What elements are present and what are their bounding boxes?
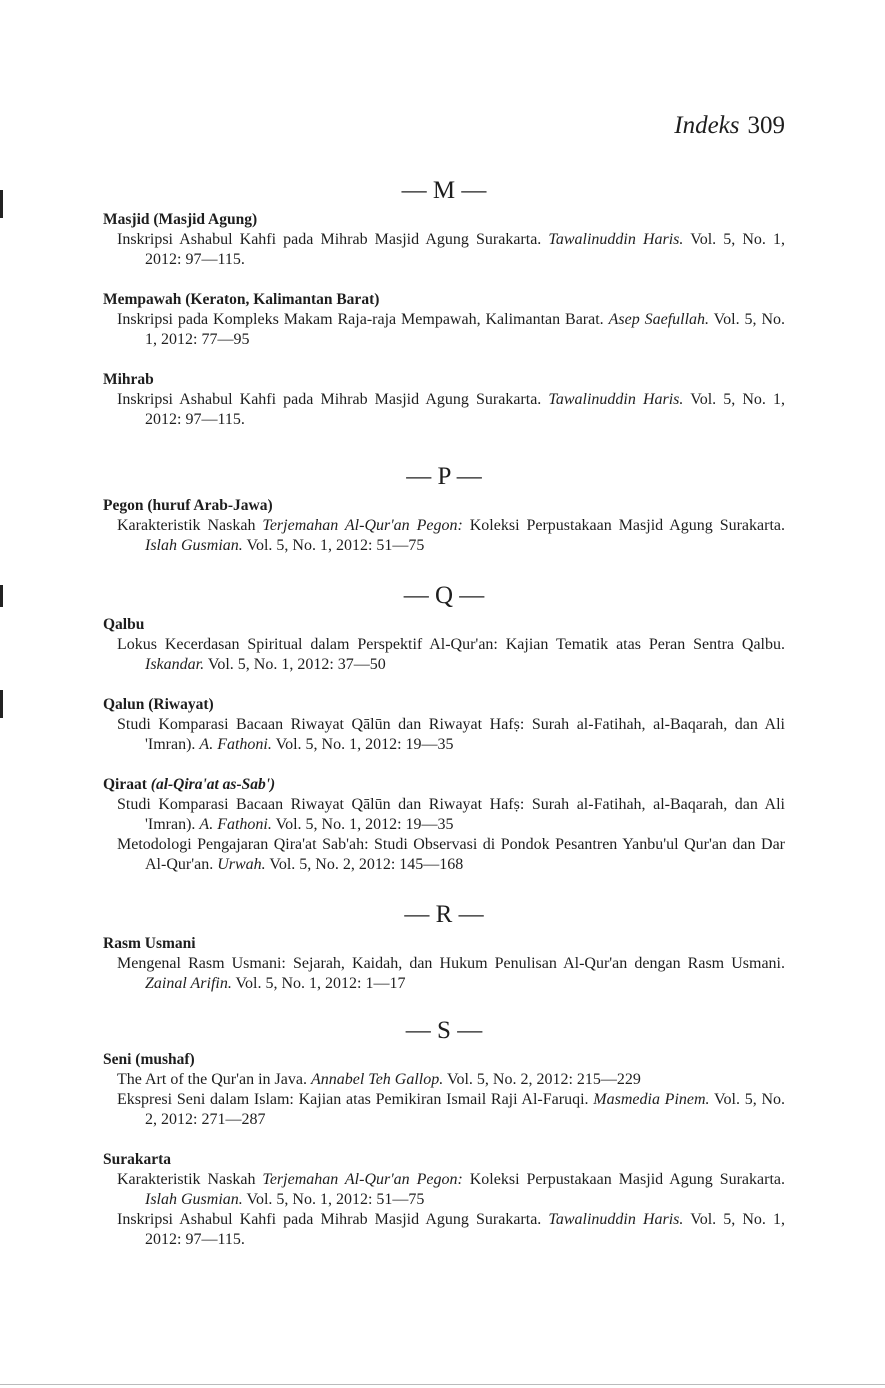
index-reference: [117, 1070, 785, 1090]
ref-author: Urwah.: [217, 856, 266, 873]
ref-title: Inskripsi Ashabul Kahfi pada Mihrab Masjid Agung Surakarta.: [117, 391, 549, 408]
ref-citation: Vol. 5, No. 1, 2012: 37—50: [204, 656, 386, 673]
ref-author: Annabel Teh Gallop.: [310, 1071, 444, 1088]
ref-citation: Vol. 5, No. 1, 2012: 51—75: [242, 1191, 425, 1208]
section-letter: — P —: [406, 463, 482, 490]
ref-citation: Vol. 5, No. 2, 2012: 271—287: [145, 1091, 786, 1128]
ref-italic-title: Terjemahan Al-Qur'an Pegon:: [262, 1171, 463, 1188]
ref-citation: Vol. 5, No. 1, 2012: 1—17: [231, 975, 406, 992]
ref-citation: Vol. 5, No. 1, 2012: 51—75: [242, 537, 425, 554]
ref-citation: Vol. 5, No. 1, 2012: 97—115.: [145, 1211, 786, 1248]
ref-title: Metodologi Pengajaran Qira'at Sab'ah: Studi Observasi di Pondok Pesantren Yanbu'ul Qur'an dan Dar Al-Qur'an.: [117, 836, 785, 873]
section-s: [103, 1016, 785, 1270]
ref-title: Studi Komparasi Bacaan Riwayat Qālūn dan Riwayat Hafṣ: Surah al-Fatihah, al-Baqarah, dan Ali 'Imran).: [117, 796, 785, 833]
index-entry: [103, 934, 785, 994]
page-number: 309: [747, 112, 785, 139]
ref-author: Tawalinuddin Haris.: [548, 231, 684, 248]
index-reference: [117, 835, 785, 875]
term-italic: (al-Qira'at as-Sab'): [150, 776, 276, 793]
index-entry: [103, 210, 785, 270]
index-term: Rasm Usmani: [103, 935, 196, 952]
ref-title-rest: Koleksi Perpustakaan Masjid Agung Surakarta.: [462, 1171, 785, 1188]
index-reference: [117, 230, 786, 270]
index-term: Qalbu: [103, 616, 145, 633]
term-main: Qiraat: [103, 776, 151, 793]
scan-edge-mark: [0, 585, 3, 607]
ref-citation: Vol. 5, No. 2, 2012: 145—168: [265, 856, 464, 873]
section-q: [103, 581, 785, 895]
index-reference: [117, 1090, 786, 1130]
ref-citation: Vol. 5, No. 2, 2012: 215—229: [443, 1071, 641, 1088]
ref-citation: Vol. 5, No. 1, 2012: 97—115.: [145, 391, 786, 428]
ref-author: A. Fathoni.: [199, 736, 272, 753]
ref-citation: Vol. 5, No. 1, 2012: 19—35: [271, 816, 454, 833]
ref-title: Mengenal Rasm Usmani: Sejarah, Kaidah, dan Hukum Penulisan Al-Qur'an dengan Rasm Usmani.: [117, 955, 785, 972]
index-term: Seni (mushaf): [103, 1051, 195, 1068]
ref-citation: Vol. 5, No. 1, 2012: 97—115.: [145, 231, 786, 268]
index-term: Surakarta: [103, 1151, 172, 1168]
ref-title: Inskripsi Ashabul Kahfi pada Mihrab Masjid Agung Surakarta.: [117, 231, 549, 248]
index-entry: [103, 1150, 785, 1250]
ref-title: Studi Komparasi Bacaan Riwayat Qālūn dan Riwayat Hafṣ: Surah al-Fatihah, al-Baqarah, dan Ali 'Imran).: [117, 716, 785, 753]
index-term: Mempawah (Keraton, Kalimantan Barat): [103, 291, 380, 308]
section-r: [103, 900, 785, 1014]
section-letter: — R —: [404, 901, 484, 928]
index-reference: [117, 795, 785, 835]
scan-edge-mark: [0, 690, 3, 718]
ref-author: Tawalinuddin Haris.: [548, 1211, 684, 1228]
index-entry: [103, 615, 785, 675]
index-entry: [103, 695, 785, 755]
ref-author: Iskandar.: [145, 656, 205, 673]
index-entry: [103, 370, 785, 430]
ref-title: Ekspresi Seni dalam Islam: Kajian atas Pemikiran Ismail Raji Al-Faruqi.: [117, 1091, 594, 1108]
index-reference: [117, 390, 786, 430]
section-letter: — Q —: [403, 582, 485, 609]
index-reference: [117, 310, 786, 350]
index-term: [103, 775, 785, 795]
ref-author: Zainal Arifin.: [145, 975, 232, 992]
index-entry: [103, 775, 785, 875]
index-entry: [103, 1050, 785, 1130]
index-reference: [117, 715, 785, 755]
index-term: Masjid (Masjid Agung): [103, 211, 258, 228]
running-header: [674, 112, 785, 140]
index-reference: [117, 1170, 785, 1210]
index-entry: [103, 290, 785, 350]
ref-title: Karakteristik Naskah: [117, 1171, 263, 1188]
ref-title: The Art of the Qur'an in Java.: [117, 1071, 311, 1088]
index-entry: [103, 496, 785, 556]
ref-citation: Vol. 5, No. 1, 2012: 19—35: [271, 736, 454, 753]
index-reference: [117, 635, 785, 675]
index-reference: [117, 1210, 786, 1250]
ref-title: Lokus Kecerdasan Spiritual dalam Perspektif Al-Qur'an: Kajian Tematik atas Peran Sentra Qalbu.: [117, 636, 785, 653]
section-p: [103, 462, 785, 576]
ref-author: Islah Gusmian.: [145, 1191, 243, 1208]
section-letter: — M —: [401, 177, 487, 204]
section-letter: — S —: [405, 1017, 483, 1044]
scan-edge-mark: [0, 190, 3, 218]
section-m: [103, 176, 785, 450]
ref-author: Tawalinuddin Haris.: [548, 391, 684, 408]
index-term: Pegon (huruf Arab-Jawa): [103, 497, 273, 514]
index-reference: [117, 516, 785, 556]
ref-author: Asep Saefullah.: [608, 311, 710, 328]
index-term: Mihrab: [103, 371, 154, 388]
ref-title: Inskripsi pada Kompleks Makam Raja-raja Mempawah, Kalimantan Barat.: [117, 311, 609, 328]
ref-title: Karakteristik Naskah: [117, 517, 263, 534]
scan-bottom-edge: [0, 1384, 885, 1385]
ref-author: Islah Gusmian.: [145, 537, 243, 554]
ref-citation: Vol. 5, No. 1, 2012: 77—95: [145, 311, 786, 348]
ref-author: A. Fathoni.: [199, 816, 272, 833]
index-reference: [117, 954, 785, 994]
header-title: Indeks: [674, 112, 740, 139]
ref-author: Masmedia Pinem.: [593, 1091, 710, 1108]
ref-title-rest: Koleksi Perpustakaan Masjid Agung Surakarta.: [462, 517, 785, 534]
ref-italic-title: Terjemahan Al-Qur'an Pegon:: [262, 517, 463, 534]
ref-title: Inskripsi Ashabul Kahfi pada Mihrab Masjid Agung Surakarta.: [117, 1211, 549, 1228]
index-term: Qalun (Riwayat): [103, 696, 214, 713]
